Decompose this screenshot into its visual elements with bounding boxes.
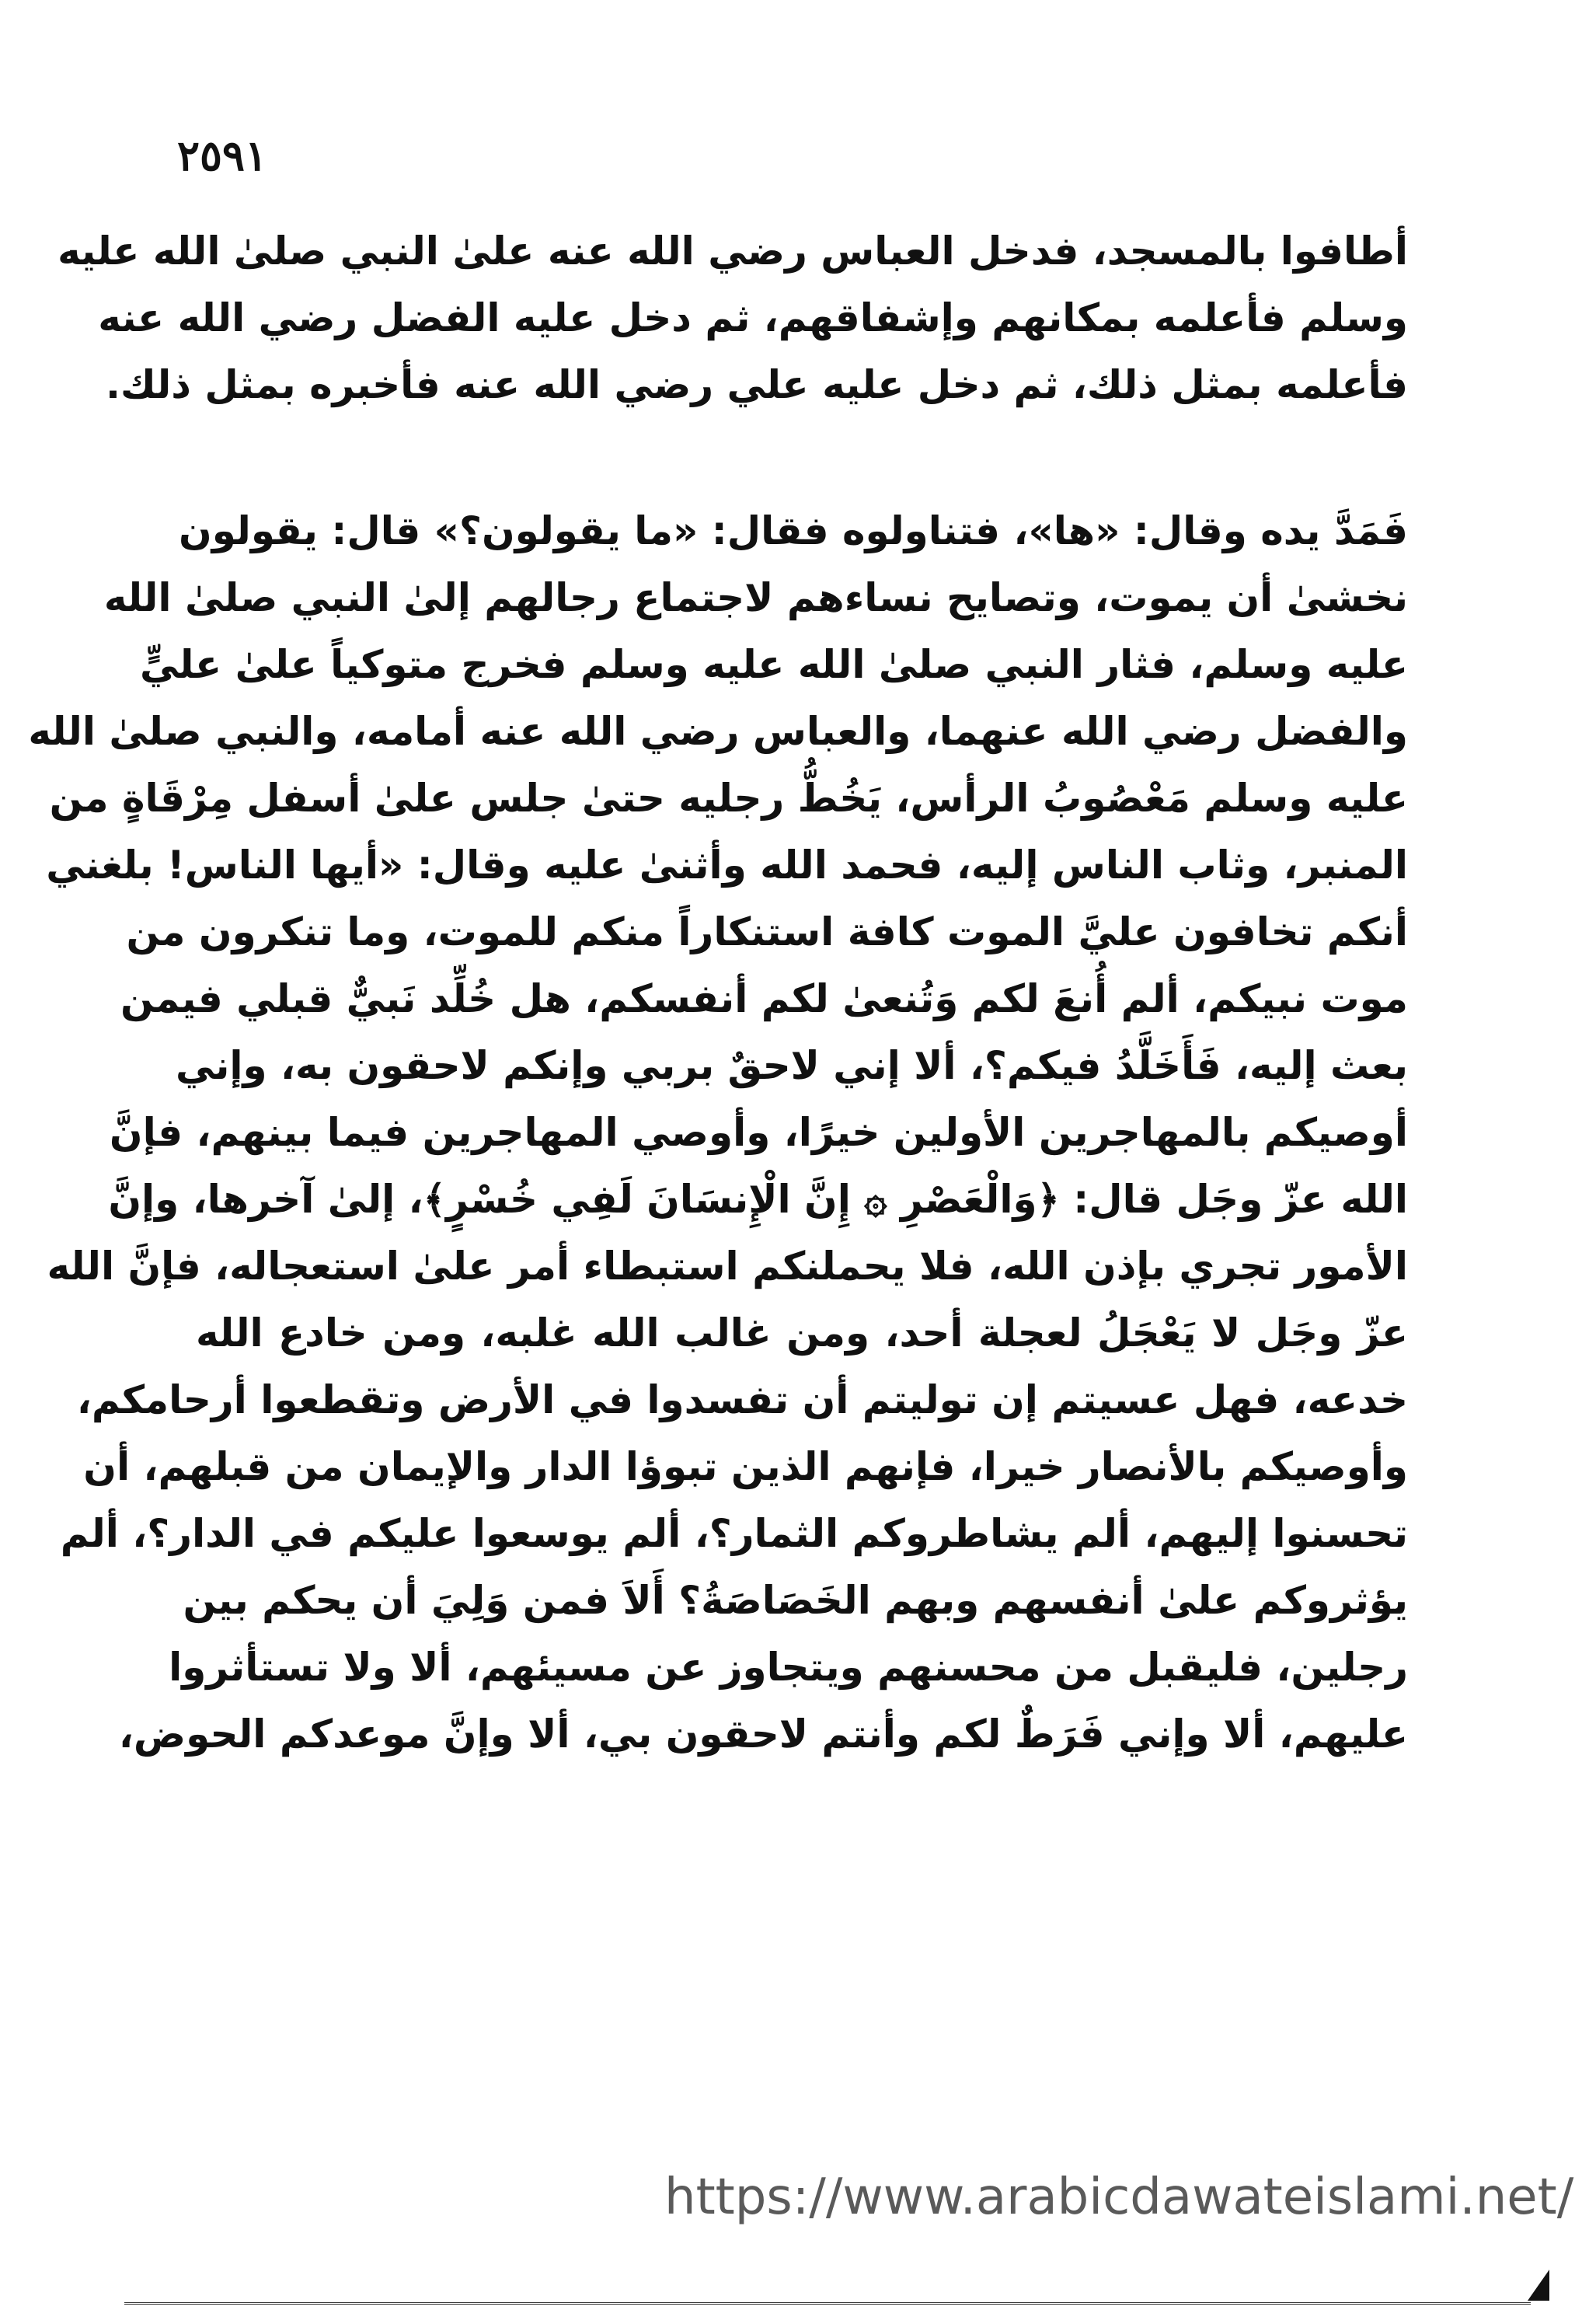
page-number: ٢٥٩١ xyxy=(177,131,268,180)
watermark-url: https://www.arabicdawateislami.net/ xyxy=(664,2169,1574,2226)
bottom-rule xyxy=(124,2302,1531,2305)
text-line: الأمور تجري بإذن الله، فلا يحملنكم استبطاء أمر علىٰ استعجاله، فإنَّ الله xyxy=(47,1244,1408,1289)
text-line: أطافوا بالمسجد، فدخل العباس رضي الله عنه علىٰ النبي صلىٰ الله عليه xyxy=(57,229,1408,274)
text-line: بعث إليه، فَأَخَلَّدُ فيكم؟، ألا إني لاحقٌ بربي وإنكم لاحقون به، وإني xyxy=(176,1043,1408,1088)
text-line: أوصيكم بالمهاجرين الأولين خيرًا، وأوصي المهاجرين فيما بينهم، فإنَّ xyxy=(109,1110,1408,1155)
text-line: عزّ وجَل لا يَعْجَلُ لعجلة أحد، ومن غالب الله غلبه، ومن خادع الله xyxy=(196,1310,1408,1356)
text-line: رجلين، فليقبل من محسنهم ويتجاوز عن مسيئهم، ألا ولا تستأثروا xyxy=(169,1645,1408,1690)
text-line: وأوصيكم بالأنصار خيرا، فإنهم الذين تبوؤا الدار والإيمان من قبلهم، أن xyxy=(83,1444,1408,1489)
text-line: فأعلمه بمثل ذلك، ثم دخل عليه علي رضي الله عنه فأخبره بمثل ذلك. xyxy=(105,362,1408,407)
text-line: موت نبيكم، ألم أُنعَ لكم وَتُنعىٰ لكم أنفسكم، هل خُلِّد نَبيٌّ قبلي فيمن xyxy=(120,976,1408,1021)
paragraph-1 xyxy=(57,218,1408,418)
text-line: تحسنوا إليهم، ألم يشاطروكم الثمار؟، ألم يوسعوا عليكم في الدار؟، ألم xyxy=(60,1511,1408,1556)
text-line: خدعه، فهل عسيتم إن توليتم أن تفسدوا في الأرض وتقطعوا أرحامكم، xyxy=(76,1377,1408,1422)
corner-mark xyxy=(1528,2270,1549,2301)
text-line: الله عزّ وجَل قال: ﴿وَالْعَصْرِ ۞ إِنَّ الْإِنسَانَ لَفِي خُسْرٍ﴾، إلىٰ آخرها، وإنَّ xyxy=(108,1177,1408,1222)
text-line: المنبر، وثاب الناس إليه، فحمد الله وأثنىٰ عليه وقال: «أيها الناس! بلغني xyxy=(46,843,1408,888)
text-line: عليهم، ألا وإني فَرَطٌ لكم وأنتم لاحقون بي، ألا وإنَّ موعدكم الحوض، xyxy=(118,1712,1408,1757)
text-line: عليه وسلم مَعْصُوبُ الرأس، يَخُطُّ رجليه حتىٰ جلس علىٰ أسفل مِرْقَاةٍ من xyxy=(49,776,1408,821)
text-line: أنكم تخافون عليَّ الموت كافة استنكاراً منكم للموت، وما تنكرون من xyxy=(126,909,1408,954)
text-line: عليه وسلم، فثار النبي صلىٰ الله عليه وسلم فخرج متوكياً علىٰ عليٍّ xyxy=(140,642,1408,687)
paragraph-2 xyxy=(28,497,1408,1767)
text-line: فَمَدَّ يده وقال: «ها»، فتناولوه فقال: «ما يقولون؟» قال: يقولون xyxy=(179,508,1408,553)
text-line: نخشىٰ أن يموت، وتصايح نساءهم لاجتماع رجالهم إلىٰ النبي صلىٰ الله xyxy=(103,575,1408,620)
text-line: وسلم فأعلمه بمكانهم وإشفاقهم، ثم دخل عليه الفضل رضي الله عنه xyxy=(98,295,1408,340)
text-line: يؤثروكم علىٰ أنفسهم وبهم الخَصَاصَةُ؟ أَلاَ فمن وَلِيَ أن يحكم بين xyxy=(183,1578,1408,1623)
text-line: والفضل رضي الله عنهما، والعباس رضي الله عنه أمامه، والنبي صلىٰ الله xyxy=(28,709,1408,754)
